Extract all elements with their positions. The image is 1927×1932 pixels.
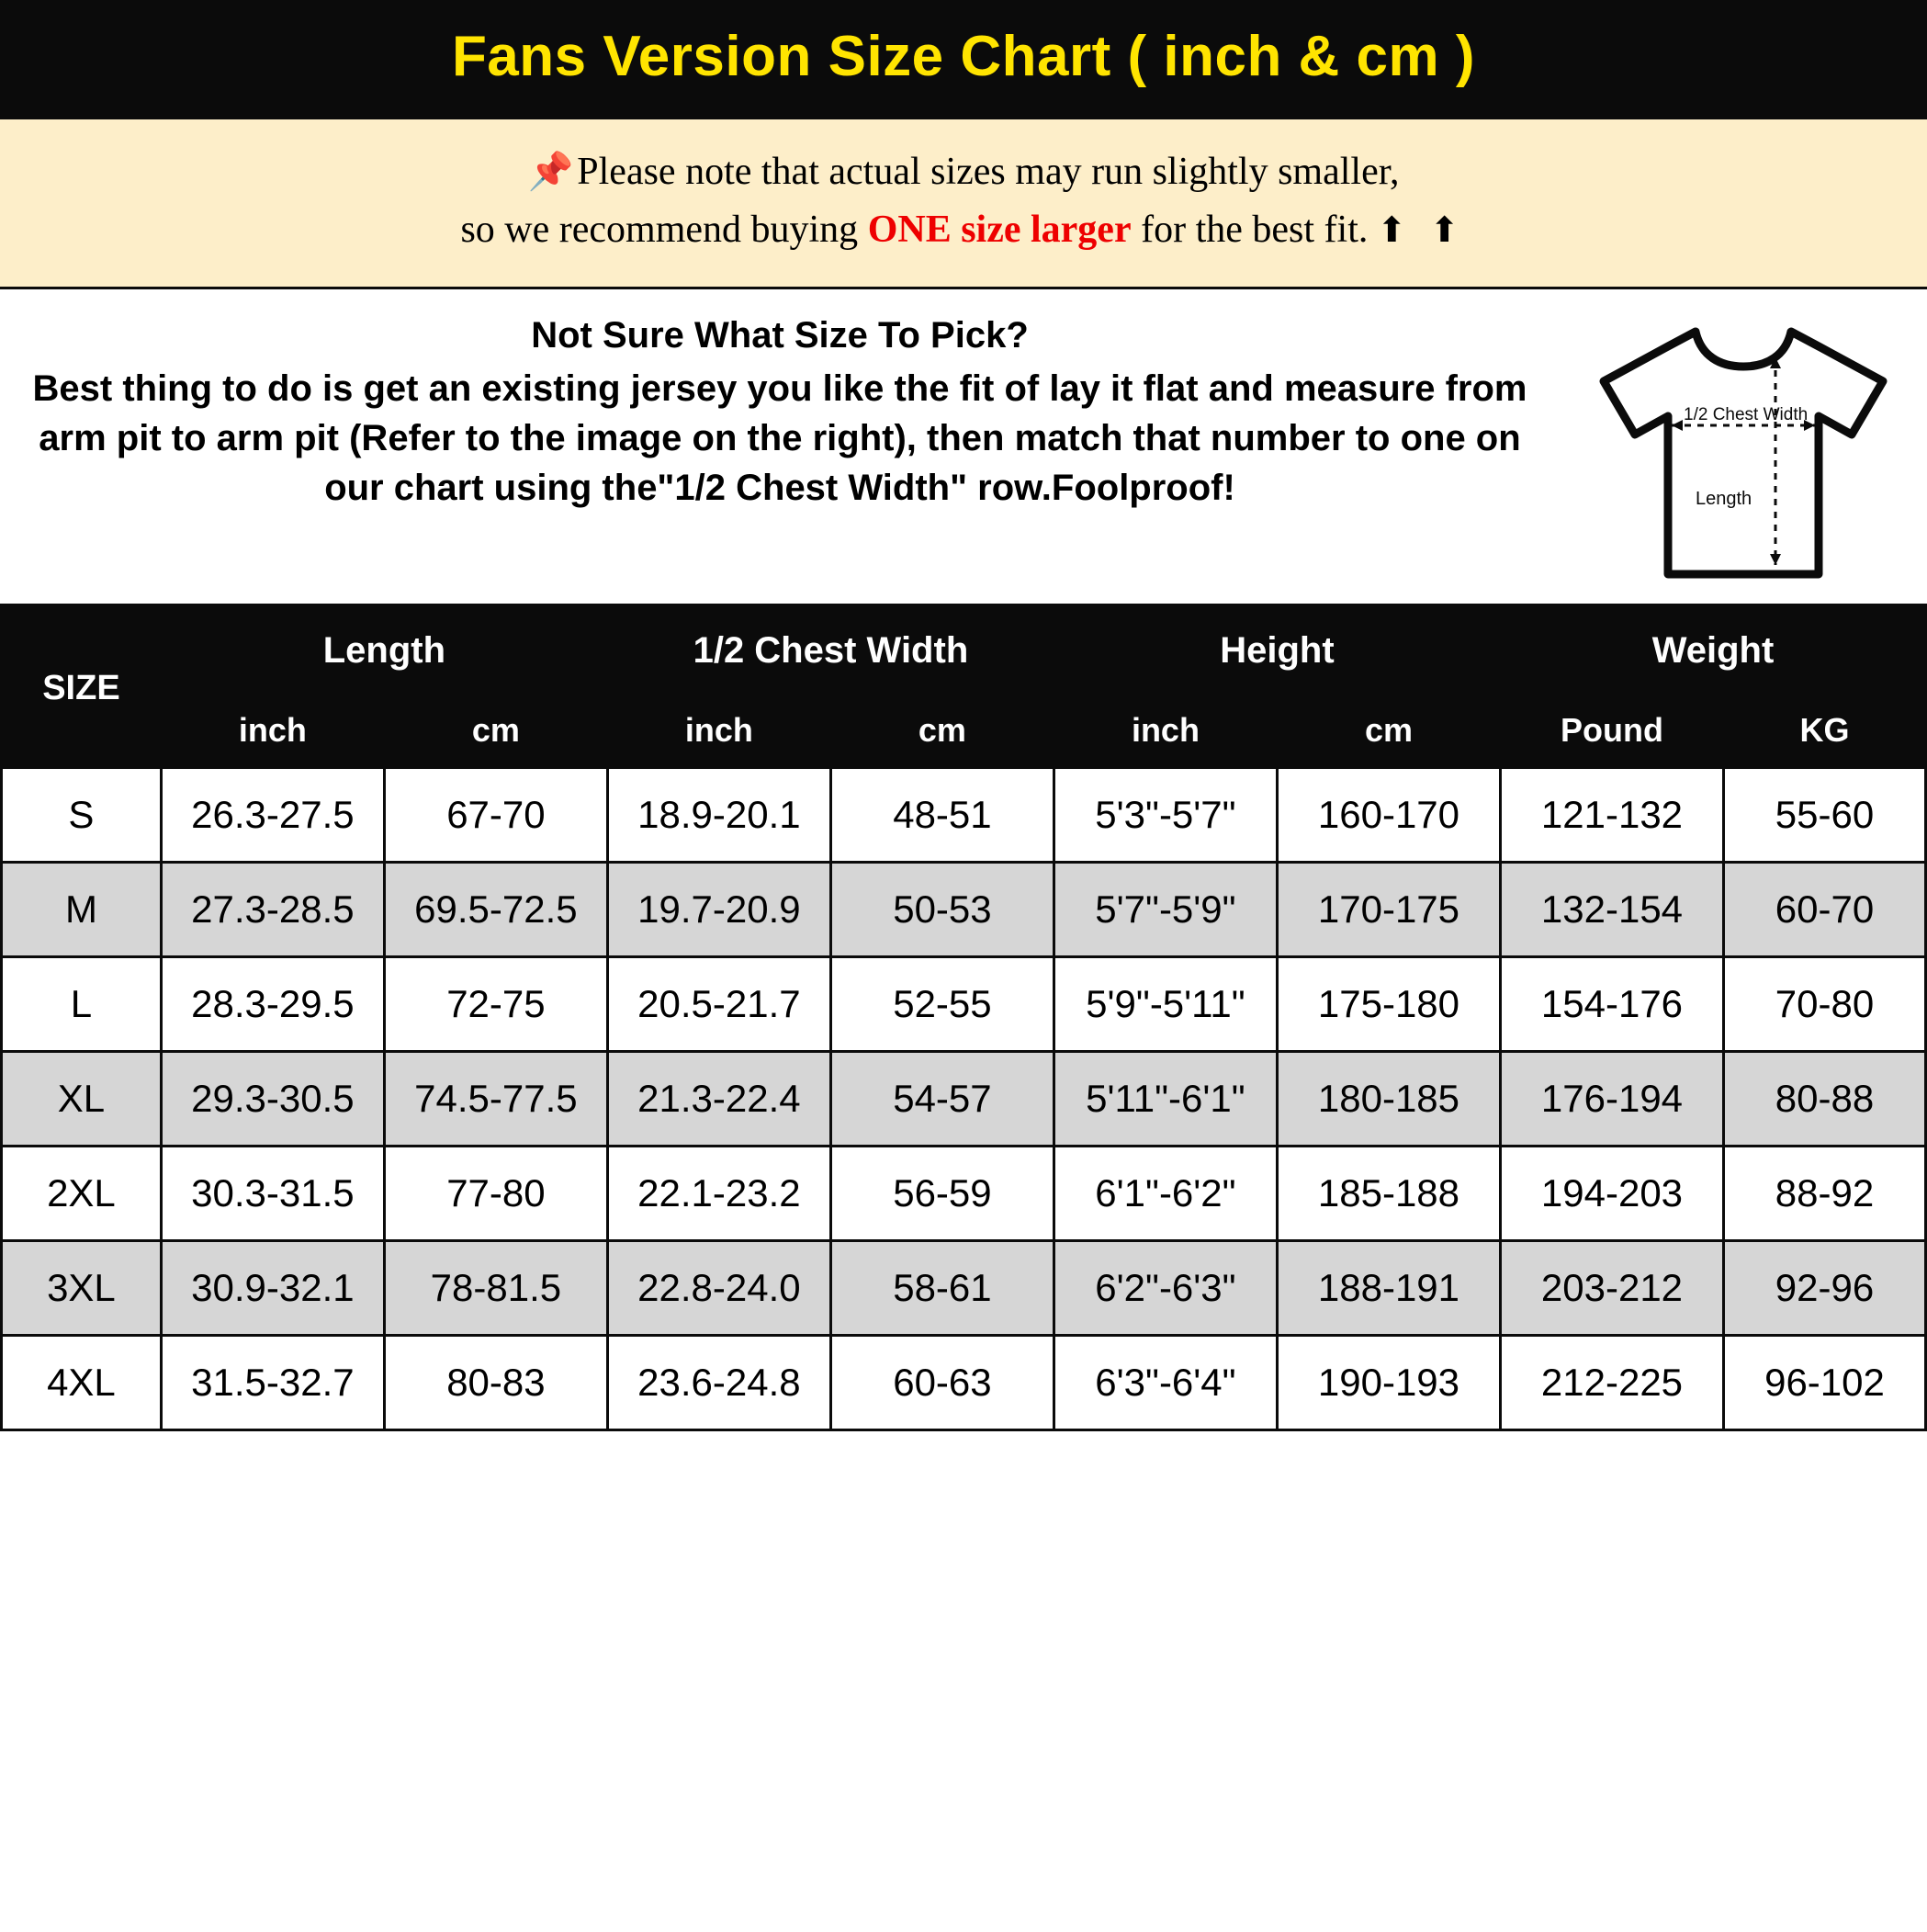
cell-weight-pound: 121-132 [1500, 768, 1723, 863]
cell-length-cm: 78-81.5 [384, 1241, 607, 1336]
note-line-2 [37, 201, 1890, 259]
advice-body: Best thing to do is get an existing jersey you like the fit of lay it flat and measure from arm pit to arm pit (Refer to the image on the right), then match that number to one on our chart using the"1/2 Chest Width" row.Foolproof! [32, 368, 1527, 509]
cell-height-inch: 5'11"-6'1" [1054, 1052, 1277, 1147]
table-group-header-row [2, 609, 1926, 694]
cell-size: M [2, 863, 162, 957]
header-unit-weight-kg: KG [1723, 694, 1925, 768]
pushpin-icon: 📌 [527, 151, 574, 193]
table-row [2, 1052, 1926, 1147]
header-group-length: Length [161, 609, 607, 694]
cell-height-inch: 5'9"-5'11" [1054, 957, 1277, 1052]
note-line-2-suffix: for the best fit. [1131, 209, 1369, 252]
cell-chest-inch: 22.8-24.0 [607, 1241, 830, 1336]
header-group-height: Height [1054, 609, 1500, 694]
cell-chest-inch: 19.7-20.9 [607, 863, 830, 957]
table-row [2, 957, 1926, 1052]
cell-chest-cm: 58-61 [830, 1241, 1054, 1336]
table-head [2, 609, 1926, 768]
cell-chest-cm: 48-51 [830, 768, 1054, 863]
cell-height-cm: 170-175 [1277, 863, 1500, 957]
advice-text-block [0, 306, 1560, 518]
cell-chest-cm: 54-57 [830, 1052, 1054, 1147]
cell-length-cm: 77-80 [384, 1147, 607, 1241]
table-body [2, 768, 1926, 1430]
cell-length-inch: 28.3-29.5 [161, 957, 384, 1052]
cell-length-inch: 31.5-32.7 [161, 1336, 384, 1430]
size-table [0, 607, 1927, 1431]
cell-length-cm: 74.5-77.5 [384, 1052, 607, 1147]
header-unit-chest-inch: inch [607, 694, 830, 768]
table-row [2, 1241, 1926, 1336]
advice-heading: Not Sure What Size To Pick? [531, 315, 1029, 356]
cell-weight-pound: 212-225 [1500, 1336, 1723, 1430]
cell-length-cm: 67-70 [384, 768, 607, 863]
cell-weight-kg: 88-92 [1723, 1147, 1925, 1241]
cell-height-inch: 6'3"-6'4" [1054, 1336, 1277, 1430]
cell-height-inch: 5'3"-5'7" [1054, 768, 1277, 863]
header-unit-height-inch: inch [1054, 694, 1277, 768]
cell-weight-pound: 203-212 [1500, 1241, 1723, 1336]
cell-length-inch: 30.9-32.1 [161, 1241, 384, 1336]
cell-chest-inch: 22.1-23.2 [607, 1147, 830, 1241]
tshirt-diagram [1560, 306, 1927, 591]
cell-length-cm: 69.5-72.5 [384, 863, 607, 957]
cell-chest-cm: 52-55 [830, 957, 1054, 1052]
header-size: SIZE [2, 609, 162, 768]
cell-chest-cm: 60-63 [830, 1336, 1054, 1430]
header-unit-length-cm: cm [384, 694, 607, 768]
cell-chest-inch: 20.5-21.7 [607, 957, 830, 1052]
cell-size: 2XL [2, 1147, 162, 1241]
cell-weight-kg: 96-102 [1723, 1336, 1925, 1430]
cell-chest-cm: 50-53 [830, 863, 1054, 957]
cell-chest-cm: 56-59 [830, 1147, 1054, 1241]
header-unit-chest-cm: cm [830, 694, 1054, 768]
cell-height-inch: 6'1"-6'2" [1054, 1147, 1277, 1241]
cell-height-inch: 6'2"-6'3" [1054, 1241, 1277, 1336]
note-line-1-text: Please note that actual sizes may run slightly smaller, [577, 151, 1400, 194]
cell-chest-inch: 18.9-20.1 [607, 768, 830, 863]
cell-height-cm: 180-185 [1277, 1052, 1500, 1147]
note-line-1 [37, 143, 1890, 201]
cell-height-inch: 5'7"-5'9" [1054, 863, 1277, 957]
cell-weight-kg: 92-96 [1723, 1241, 1925, 1336]
cell-chest-inch: 23.6-24.8 [607, 1336, 830, 1430]
length-label: Length [1696, 489, 1752, 510]
cell-size: L [2, 957, 162, 1052]
header-unit-weight-pound: Pound [1500, 694, 1723, 768]
cell-size: 4XL [2, 1336, 162, 1430]
cell-weight-pound: 194-203 [1500, 1147, 1723, 1241]
up-arrows-icon: ⬆ ⬆ [1377, 211, 1467, 251]
note-highlight: ONE size larger [867, 209, 1132, 252]
tshirt-measurement-icon [1587, 315, 1899, 591]
cell-length-inch: 26.3-27.5 [161, 768, 384, 863]
chart-title-bar [0, 0, 1927, 119]
table-row [2, 1336, 1926, 1430]
cell-chest-inch: 21.3-22.4 [607, 1052, 830, 1147]
advice-section [0, 289, 1927, 607]
cell-length-inch: 29.3-30.5 [161, 1052, 384, 1147]
header-unit-length-inch: inch [161, 694, 384, 768]
header-unit-height-cm: cm [1277, 694, 1500, 768]
cell-length-cm: 72-75 [384, 957, 607, 1052]
table-unit-header-row [2, 694, 1926, 768]
cell-weight-pound: 132-154 [1500, 863, 1723, 957]
cell-length-cm: 80-83 [384, 1336, 607, 1430]
cell-size: S [2, 768, 162, 863]
cell-size: 3XL [2, 1241, 162, 1336]
cell-length-inch: 27.3-28.5 [161, 863, 384, 957]
chest-width-label: 1/2 Chest Width [1684, 405, 1809, 425]
cell-weight-kg: 70-80 [1723, 957, 1925, 1052]
cell-weight-kg: 55-60 [1723, 768, 1925, 863]
header-group-chest-width: 1/2 Chest Width [607, 609, 1054, 694]
cell-height-cm: 175-180 [1277, 957, 1500, 1052]
note-line-2-prefix: so we recommend buying [460, 209, 868, 252]
cell-height-cm: 160-170 [1277, 768, 1500, 863]
cell-height-cm: 190-193 [1277, 1336, 1500, 1430]
table-row [2, 863, 1926, 957]
table-row [2, 768, 1926, 863]
cell-height-cm: 185-188 [1277, 1147, 1500, 1241]
cell-length-inch: 30.3-31.5 [161, 1147, 384, 1241]
cell-weight-pound: 154-176 [1500, 957, 1723, 1052]
header-group-weight: Weight [1500, 609, 1925, 694]
cell-size: XL [2, 1052, 162, 1147]
page-title: Fans Version Size Chart ( inch & cm ) [451, 25, 1476, 88]
cell-weight-pound: 176-194 [1500, 1052, 1723, 1147]
cell-weight-kg: 80-88 [1723, 1052, 1925, 1147]
cell-weight-kg: 60-70 [1723, 863, 1925, 957]
size-note-band [0, 119, 1927, 289]
cell-height-cm: 188-191 [1277, 1241, 1500, 1336]
table-row [2, 1147, 1926, 1241]
